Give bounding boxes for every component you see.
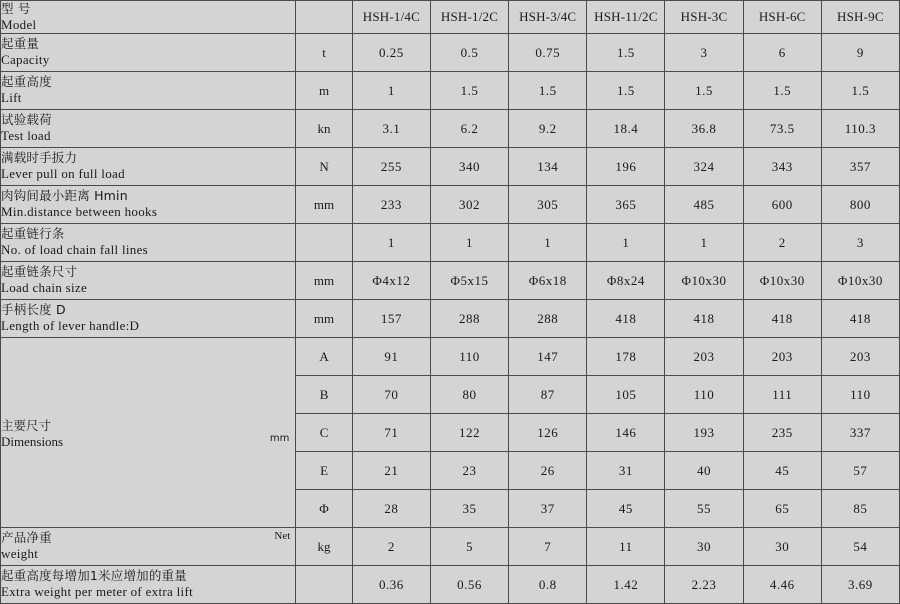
cell-lever-pull-4: 196 (587, 148, 665, 186)
row-label-dimensions-en: Dimensions (1, 433, 64, 449)
cell-extra-weight-2: 0.56 (430, 566, 508, 604)
cell-min-distance-4: 365 (587, 186, 665, 224)
header-model-6: HSH-6C (743, 1, 821, 34)
cell-dim-a-3: 147 (509, 338, 587, 376)
row-label-test-load-cn: 试验载荷 (1, 112, 52, 128)
header-model-label (1, 1, 296, 34)
cell-dim-e-5: 40 (665, 452, 743, 490)
dim-unit-b: B (296, 376, 352, 414)
cell-lever-pull-2: 340 (430, 148, 508, 186)
cell-net-weight-5: 30 (665, 528, 743, 566)
table-row-net-weight (1, 528, 900, 566)
cell-chain-size-3: Φ6x18 (509, 262, 587, 300)
cell-test-load-3: 9.2 (509, 110, 587, 148)
cell-dim-phi-1: 28 (352, 490, 430, 528)
cell-dim-a-7: 203 (821, 338, 899, 376)
cell-lever-pull-6: 343 (743, 148, 821, 186)
table-row-fall-lines (1, 224, 900, 262)
cell-lever-handle-6: 418 (743, 300, 821, 338)
cell-capacity-5: 3 (665, 34, 743, 72)
cell-dim-b-4: 105 (587, 376, 665, 414)
row-label-net-weight-en: weight (1, 546, 39, 562)
cell-chain-size-5: Φ10x30 (665, 262, 743, 300)
cell-extra-weight-5: 2.23 (665, 566, 743, 604)
row-label-chain-size-cn: 起重链条尺寸 (1, 264, 78, 280)
row-label-dimensions-unit-note: mm (269, 432, 290, 444)
cell-dim-a-4: 178 (587, 338, 665, 376)
cell-min-distance-3: 305 (509, 186, 587, 224)
row-label-fall-lines-cn: 起重链行条 (1, 226, 65, 242)
cell-min-distance-5: 485 (665, 186, 743, 224)
cell-dim-e-4: 31 (587, 452, 665, 490)
header-model-2: HSH-1/2C (430, 1, 508, 34)
cell-extra-weight-4: 1.42 (587, 566, 665, 604)
cell-lift-3: 1.5 (509, 72, 587, 110)
cell-capacity-2: 0.5 (430, 34, 508, 72)
row-unit-lift: m (296, 72, 352, 110)
row-label-lever-pull-cn: 满载时手扳力 (1, 150, 78, 166)
row-label-capacity (1, 34, 296, 72)
cell-dim-b-2: 80 (430, 376, 508, 414)
dim-unit-phi: Φ (296, 490, 352, 528)
cell-chain-size-1: Φ4x12 (352, 262, 430, 300)
cell-net-weight-4: 11 (587, 528, 665, 566)
cell-dim-a-5: 203 (665, 338, 743, 376)
table-row-test-load (1, 110, 900, 148)
table-row-min-distance (1, 186, 900, 224)
header-model-label-en: Model (1, 16, 37, 32)
table-row-capacity (1, 34, 900, 72)
cell-lever-handle-1: 157 (352, 300, 430, 338)
cell-dim-phi-6: 65 (743, 490, 821, 528)
cell-fall-lines-3: 1 (509, 224, 587, 262)
row-label-lift-cn: 起重高度 (1, 74, 52, 90)
cell-extra-weight-3: 0.8 (509, 566, 587, 604)
cell-capacity-6: 6 (743, 34, 821, 72)
cell-min-distance-7: 800 (821, 186, 899, 224)
cell-capacity-7: 9 (821, 34, 899, 72)
row-unit-fall-lines (296, 224, 352, 262)
row-label-lever-handle-en: Length of lever handle:D (1, 318, 140, 334)
dim-unit-c: C (296, 414, 352, 452)
row-label-lever-pull-en: Lever pull on full load (1, 166, 125, 182)
table-header-row (1, 1, 900, 34)
dim-unit-e: E (296, 452, 352, 490)
header-model-label-cn: 型 号 (1, 0, 31, 16)
cell-lever-pull-3: 134 (509, 148, 587, 186)
cell-dim-e-6: 45 (743, 452, 821, 490)
row-unit-net-weight: kg (296, 528, 352, 566)
header-model-3: HSH-3/4C (509, 1, 587, 34)
cell-capacity-1: 0.25 (352, 34, 430, 72)
table-row-extra-weight (1, 566, 900, 604)
cell-dim-phi-3: 37 (509, 490, 587, 528)
cell-lever-handle-3: 288 (509, 300, 587, 338)
cell-dim-e-1: 21 (352, 452, 430, 490)
row-unit-capacity: t (296, 34, 352, 72)
cell-fall-lines-6: 2 (743, 224, 821, 262)
row-label-lift-en: Lift (1, 90, 22, 106)
row-label-test-load-en: Test load (1, 128, 51, 144)
cell-dim-b-3: 87 (509, 376, 587, 414)
row-unit-chain-size: mm (296, 262, 352, 300)
cell-lever-handle-5: 418 (665, 300, 743, 338)
cell-net-weight-1: 2 (352, 528, 430, 566)
row-label-capacity-en: Capacity (1, 52, 50, 68)
table-row-lift (1, 72, 900, 110)
cell-dim-c-4: 146 (587, 414, 665, 452)
cell-lift-4: 1.5 (587, 72, 665, 110)
cell-test-load-1: 3.1 (352, 110, 430, 148)
cell-lift-5: 1.5 (665, 72, 743, 110)
cell-lift-1: 1 (352, 72, 430, 110)
cell-dim-a-1: 91 (352, 338, 430, 376)
row-label-min-distance (1, 186, 296, 224)
cell-lever-pull-5: 324 (665, 148, 743, 186)
cell-test-load-4: 18.4 (587, 110, 665, 148)
cell-fall-lines-1: 1 (352, 224, 430, 262)
cell-fall-lines-2: 1 (430, 224, 508, 262)
row-label-min-distance-cn: 肉钩间最小距离 Hmin (1, 188, 128, 204)
cell-lever-handle-4: 418 (587, 300, 665, 338)
cell-extra-weight-7: 3.69 (821, 566, 899, 604)
cell-min-distance-2: 302 (430, 186, 508, 224)
cell-lever-pull-1: 255 (352, 148, 430, 186)
cell-lever-handle-7: 418 (821, 300, 899, 338)
table-row-dimension-a (1, 338, 900, 376)
cell-dim-c-1: 71 (352, 414, 430, 452)
cell-lift-7: 1.5 (821, 72, 899, 110)
cell-test-load-7: 110.3 (821, 110, 899, 148)
cell-lift-2: 1.5 (430, 72, 508, 110)
cell-dim-c-6: 235 (743, 414, 821, 452)
row-label-lever-pull (1, 148, 296, 186)
dim-unit-a: A (296, 338, 352, 376)
cell-dim-e-3: 26 (509, 452, 587, 490)
cell-net-weight-2: 5 (430, 528, 508, 566)
row-label-fall-lines (1, 224, 296, 262)
cell-dim-phi-4: 45 (587, 490, 665, 528)
cell-dim-b-5: 110 (665, 376, 743, 414)
cell-test-load-2: 6.2 (430, 110, 508, 148)
cell-extra-weight-1: 0.36 (352, 566, 430, 604)
row-label-lever-handle-cn: 手柄长度 D (1, 302, 66, 318)
row-label-test-load (1, 110, 296, 148)
row-label-chain-size-en: Load chain size (1, 280, 88, 296)
table-row-lever-pull (1, 148, 900, 186)
row-label-net-weight-cn: 产品净重 (1, 530, 52, 546)
row-label-chain-size (1, 262, 296, 300)
cell-lever-handle-2: 288 (430, 300, 508, 338)
cell-dim-b-6: 111 (743, 376, 821, 414)
row-label-lift (1, 72, 296, 110)
header-unit-cell (296, 1, 352, 34)
cell-dim-b-7: 110 (821, 376, 899, 414)
cell-fall-lines-4: 1 (587, 224, 665, 262)
row-unit-test-load: kn (296, 110, 352, 148)
row-unit-min-distance: mm (296, 186, 352, 224)
cell-fall-lines-7: 3 (821, 224, 899, 262)
cell-test-load-6: 73.5 (743, 110, 821, 148)
cell-chain-size-2: Φ5x15 (430, 262, 508, 300)
row-label-net-weight-tag: Net (274, 530, 291, 542)
cell-dim-phi-2: 35 (430, 490, 508, 528)
cell-capacity-3: 0.75 (509, 34, 587, 72)
cell-capacity-4: 1.5 (587, 34, 665, 72)
cell-min-distance-6: 600 (743, 186, 821, 224)
cell-chain-size-4: Φ8x24 (587, 262, 665, 300)
header-model-5: HSH-3C (665, 1, 743, 34)
row-label-min-distance-en: Min.distance between hooks (1, 204, 158, 220)
cell-dim-c-5: 193 (665, 414, 743, 452)
row-unit-lever-handle: mm (296, 300, 352, 338)
row-label-capacity-cn: 起重量 (1, 36, 40, 52)
cell-dim-e-2: 23 (430, 452, 508, 490)
cell-min-distance-1: 233 (352, 186, 430, 224)
table-row-lever-handle (1, 300, 900, 338)
table-row-chain-size (1, 262, 900, 300)
row-label-net-weight (1, 528, 296, 566)
cell-net-weight-3: 7 (509, 528, 587, 566)
row-label-extra-weight-en: Extra weight per meter of extra lift (1, 584, 193, 600)
row-label-lever-handle (1, 300, 296, 338)
cell-dim-b-1: 70 (352, 376, 430, 414)
cell-dim-c-2: 122 (430, 414, 508, 452)
cell-net-weight-6: 30 (743, 528, 821, 566)
row-label-extra-weight-cn: 起重高度每增加1米应增加的重量 (1, 568, 187, 584)
cell-dim-a-2: 110 (430, 338, 508, 376)
cell-chain-size-7: Φ10x30 (821, 262, 899, 300)
row-label-dimensions (1, 338, 296, 528)
cell-lever-pull-7: 357 (821, 148, 899, 186)
cell-dim-phi-7: 85 (821, 490, 899, 528)
cell-extra-weight-6: 4.46 (743, 566, 821, 604)
row-unit-extra-weight (296, 566, 352, 604)
cell-net-weight-7: 54 (821, 528, 899, 566)
cell-chain-size-6: Φ10x30 (743, 262, 821, 300)
cell-dim-a-6: 203 (743, 338, 821, 376)
cell-dim-c-3: 126 (509, 414, 587, 452)
cell-lift-6: 1.5 (743, 72, 821, 110)
cell-test-load-5: 36.8 (665, 110, 743, 148)
row-unit-lever-pull: N (296, 148, 352, 186)
header-model-7: HSH-9C (821, 1, 899, 34)
row-label-dimensions-cn: 主要尺寸 (1, 417, 52, 433)
cell-dim-phi-5: 55 (665, 490, 743, 528)
row-label-fall-lines-en: No. of load chain fall lines (1, 242, 149, 258)
row-label-extra-weight (1, 566, 296, 604)
cell-fall-lines-5: 1 (665, 224, 743, 262)
cell-dim-c-7: 337 (821, 414, 899, 452)
cell-dim-e-7: 57 (821, 452, 899, 490)
header-model-1: HSH-1/4C (352, 1, 430, 34)
header-model-4: HSH-11/2C (587, 1, 665, 34)
